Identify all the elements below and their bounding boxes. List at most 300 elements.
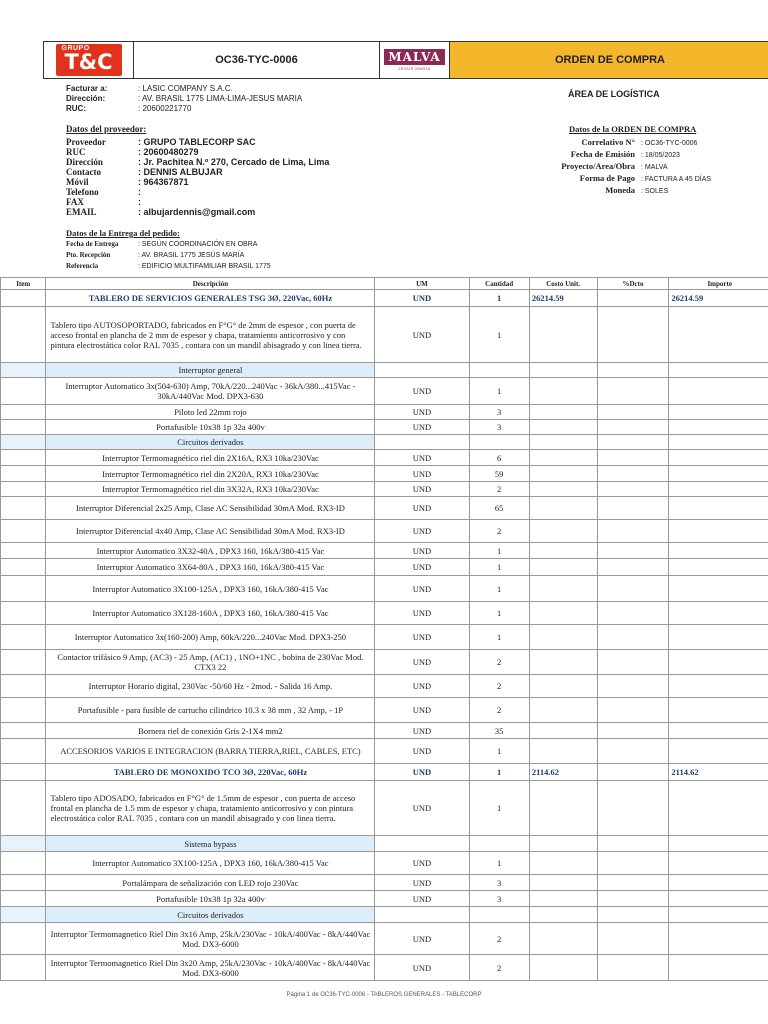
table-row (1, 576, 768, 602)
discount-cell (597, 520, 669, 543)
discount-cell (597, 698, 669, 723)
quantity-cell: 1 (469, 852, 529, 875)
amount-cell (669, 576, 768, 602)
order-row (523, 161, 763, 173)
order-label: Forma de Pago (579, 173, 635, 183)
order-label: Correlativo N° (581, 137, 635, 147)
table-row (1, 559, 768, 576)
description-cell: Interruptor Termomagnético riel din 2X16A, RX3 10ka/230Vac (46, 450, 375, 466)
direccion-label: Dirección: (66, 94, 106, 103)
amount-cell (669, 739, 768, 764)
item-cell (1, 852, 46, 875)
amount-cell (669, 675, 768, 698)
um-cell: UND (375, 450, 469, 466)
table-row (1, 875, 768, 891)
item-cell (1, 923, 46, 955)
amount-cell (669, 891, 768, 907)
amount-cell (669, 466, 768, 482)
unit-cost-cell (529, 739, 597, 764)
item-cell (1, 907, 46, 923)
quantity-cell: 1 (469, 625, 529, 650)
item-cell (1, 836, 46, 852)
amount-cell (669, 378, 768, 405)
quantity-cell (469, 907, 529, 923)
discount-cell (597, 675, 669, 698)
supplier-value: : 964367871 (138, 177, 189, 187)
quantity-cell: 2 (469, 520, 529, 543)
facturar-value: : LASIC COMPANY S.A.C. (138, 84, 233, 93)
quantity-cell: 3 (469, 420, 529, 435)
description-cell: Tablero tipo ADOSADO, fabricados en F°G° de 1.5mm de espesor , con puerta de acceso frontal en plancha de 1.5 mm de espesor y chapa, tratamiento anticorrosivo y con pintura electrostática color RAL 7035 , contara con un mandil abisagrado y con linea tierra. (46, 781, 375, 836)
unit-cost-cell (529, 405, 597, 420)
items-body (1, 290, 768, 981)
table-row (1, 739, 768, 764)
table-row (1, 307, 768, 363)
supplier-value: : DENNIS ALBUJAR (138, 167, 223, 177)
um-cell: UND (375, 378, 469, 405)
billing-block (66, 84, 366, 114)
unit-cost-cell (529, 378, 597, 405)
unit-cost-cell (529, 497, 597, 520)
order-value: : OC36-TYC-0006 (641, 140, 698, 147)
amount-cell: 26214.59 (669, 290, 768, 307)
amount-cell (669, 482, 768, 497)
description-cell: Interruptor Termomagnetico Riel Din 3x20 Amp, 25kA/230Vac - 10kA/400Vac - 8kA/440Vac Mod. DX3-6000 (46, 955, 375, 981)
unit-cost-cell (529, 559, 597, 576)
discount-cell (597, 435, 669, 450)
description-cell: Interruptor Termomagnetico Riel Din 3x16 Amp, 25kA/230Vac - 10kA/400Vac - 8kA/440Vac Mod. DX3-6000 (46, 923, 375, 955)
amount-cell (669, 520, 768, 543)
description-cell: Portafusible 10x38 1p 32a 400v (46, 891, 375, 907)
table-row (1, 781, 768, 836)
quantity-cell: 1 (469, 559, 529, 576)
description-cell: Portafusible 10x38 1p 32a 400v (46, 420, 375, 435)
um-cell: UND (375, 891, 469, 907)
amount-cell (669, 543, 768, 559)
order-value: : FACTURA A 45 DÍAS (641, 176, 712, 183)
subheader-row (1, 363, 768, 378)
um-cell: UND (375, 675, 469, 698)
discount-cell (597, 450, 669, 466)
order-label: Moneda (605, 185, 635, 195)
quantity-cell: 3 (469, 891, 529, 907)
delivery-value: : AV. BRASIL 1775 JESÚS MARÍA (138, 252, 245, 259)
supplier-label: FAX (66, 197, 84, 207)
table-row (1, 650, 768, 675)
um-cell: UND (375, 290, 469, 307)
supplier-row (66, 157, 396, 167)
description-cell: Contactor trifásico 9 Amp, (AC3) - 25 Amp, (AC1) , 1NO+1NC , bobina de 230Vac Mod. CTX3 22 (46, 650, 375, 675)
supplier-value: : (138, 197, 141, 207)
table-row (1, 852, 768, 875)
supplier-rows (66, 137, 396, 217)
amount-cell (669, 852, 768, 875)
supplier-label: EMAIL (66, 207, 97, 217)
quantity-cell: 1 (469, 543, 529, 559)
um-cell: UND (375, 650, 469, 675)
amount-cell (669, 955, 768, 981)
discount-cell (597, 891, 669, 907)
col-costo-unit: Costo Unit. (529, 278, 597, 290)
section-row (1, 764, 768, 781)
table-header-row (1, 278, 768, 290)
document-type: ORDEN DE COMPRA (450, 42, 768, 78)
description-cell: Interruptor Automatico 3X100-125A , DPX3 160, 16kA/380-415 Vac (46, 852, 375, 875)
description-cell: Interruptor Diferencial 4x40 Amp, Clase AC Sensibilidad 30mA Mod. RX3-ID (46, 520, 375, 543)
supplier-label: Contacto (66, 167, 101, 177)
discount-cell (597, 923, 669, 955)
document-code: OC36-TYC-0006 (134, 42, 380, 78)
table-row (1, 450, 768, 466)
area-title: ÁREA DE LOGÍSTICA (568, 89, 660, 99)
col-item: Item (1, 278, 46, 290)
amount-cell (669, 559, 768, 576)
description-cell: Sistema bypass (46, 836, 375, 852)
quantity-cell (469, 435, 529, 450)
discount-cell (597, 625, 669, 650)
quantity-cell: 1 (469, 307, 529, 363)
order-label: Fecha de Emisión (570, 149, 635, 159)
order-value: : SOLES (641, 188, 669, 195)
brand-logo: MALVA (384, 49, 444, 65)
discount-cell (597, 781, 669, 836)
description-cell: Portalámpara de señalización con LED rojo 230Vac (46, 875, 375, 891)
unit-cost-cell (529, 363, 597, 378)
order-row (523, 185, 763, 197)
discount-cell (597, 363, 669, 378)
document-header (43, 41, 768, 79)
supplier-block (66, 124, 396, 217)
section-row (1, 290, 768, 307)
ruc-value: : 20600221770 (138, 104, 192, 113)
item-cell (1, 420, 46, 435)
description-cell: Interruptor Horario digital, 230Vac -50/60 Hz - 2mod. - Salida 16 Amp. (46, 675, 375, 698)
amount-cell (669, 307, 768, 363)
um-cell: UND (375, 698, 469, 723)
supplier-label: Móvil (66, 177, 89, 187)
description-cell: Interruptor Automatico 3X100-125A , DPX3 160, 16kA/380-415 Vac (46, 576, 375, 602)
amount-cell (669, 650, 768, 675)
item-cell (1, 378, 46, 405)
discount-cell (597, 907, 669, 923)
order-title: Datos de la ORDEN DE COMPRA (569, 124, 697, 134)
discount-cell (597, 482, 669, 497)
quantity-cell: 2 (469, 698, 529, 723)
supplier-value: : albujardennis@gmail.com (138, 207, 256, 217)
unit-cost-cell (529, 675, 597, 698)
discount-cell (597, 466, 669, 482)
description-cell: Circuitos derivados (46, 435, 375, 450)
discount-cell (597, 543, 669, 559)
supplier-label: Dirección (66, 157, 103, 167)
um-cell (375, 836, 469, 852)
table-row (1, 675, 768, 698)
um-cell: UND (375, 875, 469, 891)
quantity-cell: 1 (469, 576, 529, 602)
um-cell: UND (375, 405, 469, 420)
order-block (523, 124, 763, 197)
description-cell: Interruptor Automatico 3x(504-630) Amp, 70kA/220...240Vac - 36kA/380...415Vac - 30kA/440Vac Mod. DPX3-630 (46, 378, 375, 405)
unit-cost-cell (529, 520, 597, 543)
discount-cell (597, 739, 669, 764)
subheader-row (1, 435, 768, 450)
delivery-row (66, 239, 396, 250)
um-cell: UND (375, 466, 469, 482)
amount-cell (669, 723, 768, 739)
delivery-row (66, 261, 396, 272)
logo-cell (44, 42, 134, 78)
amount-cell (669, 836, 768, 852)
item-cell (1, 435, 46, 450)
discount-cell (597, 723, 669, 739)
amount-cell (669, 907, 768, 923)
item-cell (1, 698, 46, 723)
delivery-label: Fecha de Entrega (66, 240, 119, 248)
unit-cost-cell (529, 891, 597, 907)
description-cell: Tablero tipo AUTOSOPORTADO, fabricados en F°G° de 2mm de espesor , con puerta de acceso frontal en plancha de 2 mm de espesor y chapa, tratamiento anticorrosivo y con pintura electrostática color RAL 7035 , contara con un mandil abisagrado y con linea tierra. (46, 307, 375, 363)
discount-cell (597, 602, 669, 625)
item-cell (1, 520, 46, 543)
item-cell (1, 307, 46, 363)
description-cell: Interruptor Automatico 3X128-160A , DPX3 160, 16kA/380-415 Vac (46, 602, 375, 625)
delivery-row (66, 250, 396, 261)
um-cell: UND (375, 781, 469, 836)
um-cell: UND (375, 559, 469, 576)
discount-cell (597, 650, 669, 675)
quantity-cell: 35 (469, 723, 529, 739)
direccion-value: : AV. BRASIL 1775 LIMA-LIMA-JESUS MARIA (138, 94, 303, 103)
unit-cost-cell (529, 602, 597, 625)
ruc-label: RUC: (66, 104, 86, 113)
amount-cell (669, 875, 768, 891)
description-cell: TABLERO DE SERVICIOS GENERALES TSG 3Ø, 220Vac, 60Hz (46, 290, 375, 307)
discount-cell (597, 852, 669, 875)
item-cell (1, 875, 46, 891)
um-cell: UND (375, 576, 469, 602)
item-cell (1, 450, 46, 466)
item-cell (1, 363, 46, 378)
amount-cell (669, 497, 768, 520)
um-cell: UND (375, 625, 469, 650)
unit-cost-cell (529, 625, 597, 650)
col-dcto: %Dcto (597, 278, 669, 290)
delivery-value: : EDIFICIO MULTIFAMILIAR BRASIL 1775 (138, 263, 271, 270)
item-cell (1, 543, 46, 559)
supplier-row (66, 207, 396, 217)
order-row (523, 149, 763, 161)
table-row (1, 625, 768, 650)
table-row (1, 520, 768, 543)
supplier-value: : 20600480279 (138, 147, 199, 157)
delivery-block (66, 228, 396, 272)
logo-main-text: T&C (64, 50, 113, 74)
order-value: : MALVA (641, 164, 668, 171)
description-cell: Interruptor Termomagnético riel din 2X20A, RX3 10ka/230Vac (46, 466, 375, 482)
page-footer: Página 1 de OC36-TYC-0006 - TABLEROS GENERALES - TABLECORP (286, 992, 482, 998)
quantity-cell: 6 (469, 450, 529, 466)
item-cell (1, 559, 46, 576)
quantity-cell (469, 363, 529, 378)
unit-cost-cell: 26214.59 (529, 290, 597, 307)
um-cell: UND (375, 852, 469, 875)
col-cantidad: Cantidad (469, 278, 529, 290)
quantity-cell: 2 (469, 675, 529, 698)
company-logo (56, 44, 122, 76)
table-row (1, 698, 768, 723)
discount-cell (597, 576, 669, 602)
unit-cost-cell (529, 955, 597, 981)
quantity-cell (469, 836, 529, 852)
amount-cell: 2114.62 (669, 764, 768, 781)
delivery-value: : SEGÚN COORDINACIÓN EN OBRA (138, 241, 258, 248)
unit-cost-cell: 2114.62 (529, 764, 597, 781)
table-row (1, 602, 768, 625)
quantity-cell: 2 (469, 650, 529, 675)
unit-cost-cell (529, 466, 597, 482)
item-cell (1, 290, 46, 307)
unit-cost-cell (529, 576, 597, 602)
amount-cell (669, 420, 768, 435)
amount-cell (669, 435, 768, 450)
item-cell (1, 405, 46, 420)
unit-cost-cell (529, 875, 597, 891)
um-cell: UND (375, 764, 469, 781)
um-cell: UND (375, 497, 469, 520)
col-um: UM (375, 278, 469, 290)
item-cell (1, 675, 46, 698)
um-cell: UND (375, 420, 469, 435)
item-cell (1, 625, 46, 650)
unit-cost-cell (529, 698, 597, 723)
table-row (1, 891, 768, 907)
description-cell: Interruptor Diferencial 2x25 Amp, Clase AC Sensibilidad 30mA Mod. RX3-ID (46, 497, 375, 520)
subheader-row (1, 907, 768, 923)
supplier-value: : GRUPO TABLECORP SAC (138, 137, 256, 147)
discount-cell (597, 405, 669, 420)
supplier-value: : Jr. Pachitea N.º 270, Cercado de Lima, Lima (138, 157, 330, 167)
delivery-title: Datos de la Entrega del pedido: (66, 228, 180, 238)
item-cell (1, 955, 46, 981)
quantity-cell: 1 (469, 781, 529, 836)
amount-cell (669, 923, 768, 955)
items-table (0, 277, 768, 981)
discount-cell (597, 764, 669, 781)
amount-cell (669, 698, 768, 723)
supplier-row (66, 197, 396, 207)
item-cell (1, 764, 46, 781)
table-row (1, 378, 768, 405)
table-row (1, 420, 768, 435)
description-cell: Bornera riel de conexión Gris 2-1X4 mm2 (46, 723, 375, 739)
discount-cell (597, 378, 669, 405)
um-cell: UND (375, 520, 469, 543)
supplier-label: Proveedor (66, 137, 106, 147)
supplier-title: Datos del proveedor: (66, 124, 147, 134)
discount-cell (597, 559, 669, 576)
quantity-cell: 59 (469, 466, 529, 482)
description-cell: Piloto led 22mm rojo (46, 405, 375, 420)
quantity-cell: 1 (469, 378, 529, 405)
facturar-label: Facturar a: (66, 84, 108, 93)
quantity-cell: 2 (469, 482, 529, 497)
table-row (1, 543, 768, 559)
supplier-row (66, 167, 396, 177)
description-cell: Interruptor Automatico 3x(160-200) Amp, 60kA/220...240Vac Mod. DPX3-250 (46, 625, 375, 650)
description-cell: Interruptor general (46, 363, 375, 378)
item-cell (1, 781, 46, 836)
amount-cell (669, 602, 768, 625)
table-row (1, 466, 768, 482)
supplier-row (66, 147, 396, 157)
item-cell (1, 650, 46, 675)
discount-cell (597, 875, 669, 891)
um-cell: UND (375, 739, 469, 764)
description-cell: TABLERO DE MONOXIDO TCO 3Ø, 220Vac, 60Hz (46, 764, 375, 781)
supplier-label: RUC (66, 147, 86, 157)
discount-cell (597, 290, 669, 307)
quantity-cell: 2 (469, 923, 529, 955)
unit-cost-cell (529, 723, 597, 739)
unit-cost-cell (529, 907, 597, 923)
subheader-row (1, 836, 768, 852)
quantity-cell: 1 (469, 290, 529, 307)
description-cell: Interruptor Automatico 3X32-40A , DPX3 160, 16kA/380-415 Vac (46, 543, 375, 559)
unit-cost-cell (529, 420, 597, 435)
table-row (1, 955, 768, 981)
unit-cost-cell (529, 836, 597, 852)
um-cell: UND (375, 602, 469, 625)
description-cell: ACCESORIOS VARIOS E INTEGRACION (BARRA TIERRA,RIEL, CABLES, ETC) (46, 739, 375, 764)
um-cell (375, 907, 469, 923)
description-cell: Interruptor Automatico 3X64-80A , DPX3 160, 16kA/380-415 Vac (46, 559, 375, 576)
unit-cost-cell (529, 650, 597, 675)
amount-cell (669, 363, 768, 378)
delivery-label: Pto. Recepción (66, 251, 111, 259)
description-cell: Portafusible - para fusible de cartucho cilindrico 10.3 x 38 mm , 32 Amp, - 1P (46, 698, 375, 723)
delivery-rows (66, 239, 396, 272)
item-cell (1, 739, 46, 764)
table-row (1, 482, 768, 497)
unit-cost-cell (529, 450, 597, 466)
amount-cell (669, 405, 768, 420)
um-cell: UND (375, 543, 469, 559)
discount-cell (597, 497, 669, 520)
um-cell (375, 435, 469, 450)
amount-cell (669, 450, 768, 466)
brand-cell (380, 42, 450, 78)
unit-cost-cell (529, 543, 597, 559)
unit-cost-cell (529, 923, 597, 955)
order-row (523, 173, 763, 185)
quantity-cell: 1 (469, 602, 529, 625)
col-importe: Importe (669, 278, 768, 290)
supplier-row (66, 137, 396, 147)
unit-cost-cell (529, 852, 597, 875)
supplier-row (66, 177, 396, 187)
supplier-value: : (138, 187, 141, 197)
unit-cost-cell (529, 482, 597, 497)
item-cell (1, 576, 46, 602)
delivery-label: Referencia (66, 262, 99, 270)
table-row (1, 923, 768, 955)
um-cell: UND (375, 723, 469, 739)
description-cell: Circuitos derivados (46, 907, 375, 923)
discount-cell (597, 420, 669, 435)
item-cell (1, 482, 46, 497)
quantity-cell: 65 (469, 497, 529, 520)
unit-cost-cell (529, 781, 597, 836)
quantity-cell: 1 (469, 739, 529, 764)
